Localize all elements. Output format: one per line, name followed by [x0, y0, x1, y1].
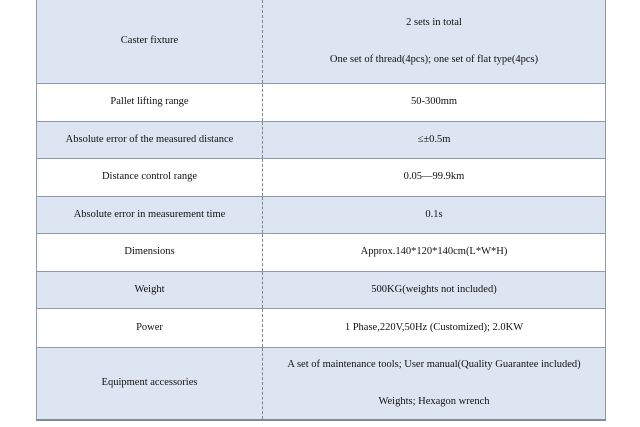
spec-row-power: [37, 308, 606, 347]
spec-row-dimensions: [37, 233, 606, 271]
spec-row-pallet-lifting-range: [37, 83, 606, 121]
spec-table: [36, 0, 606, 421]
spec-value-line: Weights; Hexagon wrench: [378, 396, 490, 408]
spec-value: 0.05—99.9km: [263, 158, 606, 196]
spec-value: 50-300mm: [263, 83, 606, 121]
spec-row-absolute-error-time: [37, 196, 606, 233]
spec-value-line: A set of maintenance tools; User manual(Quality Guarantee included): [287, 358, 581, 370]
spec-value: [263, 347, 606, 420]
spec-value: Approx.140*120*140cm(L*W*H): [263, 233, 606, 271]
spec-label: Absolute error of the measured distance: [37, 121, 263, 158]
spec-label: Pallet lifting range: [37, 83, 263, 121]
spec-label: Absolute error in measurement time: [37, 196, 263, 233]
spec-value-line: 2 sets in total: [406, 16, 462, 28]
spec-value: ≤±0.5m: [263, 121, 606, 158]
spec-label: Dimensions: [37, 233, 263, 271]
spec-row-distance-control-range: [37, 158, 606, 196]
spec-row-absolute-error-distance: [37, 121, 606, 158]
spec-value: [263, 0, 606, 83]
spec-row-weight: [37, 271, 606, 308]
spec-value-line: One set of thread(4pcs); one set of flat type(4pcs): [329, 54, 539, 66]
spec-label: Caster fixture: [37, 0, 263, 83]
spec-value: 0.1s: [263, 196, 606, 233]
spec-label: Equipment accessories: [37, 347, 263, 420]
spec-label: Weight: [37, 271, 263, 308]
spec-label: Power: [37, 308, 263, 347]
spec-row-equipment-accessories: [37, 347, 606, 420]
spec-value: 1 Phase,220V,50Hz (Customized); 2.0KW: [263, 308, 606, 347]
spec-row-caster-fixture: [37, 0, 606, 83]
spec-value: 500KG(weights not included): [263, 271, 606, 308]
spec-label: Distance control range: [37, 158, 263, 196]
